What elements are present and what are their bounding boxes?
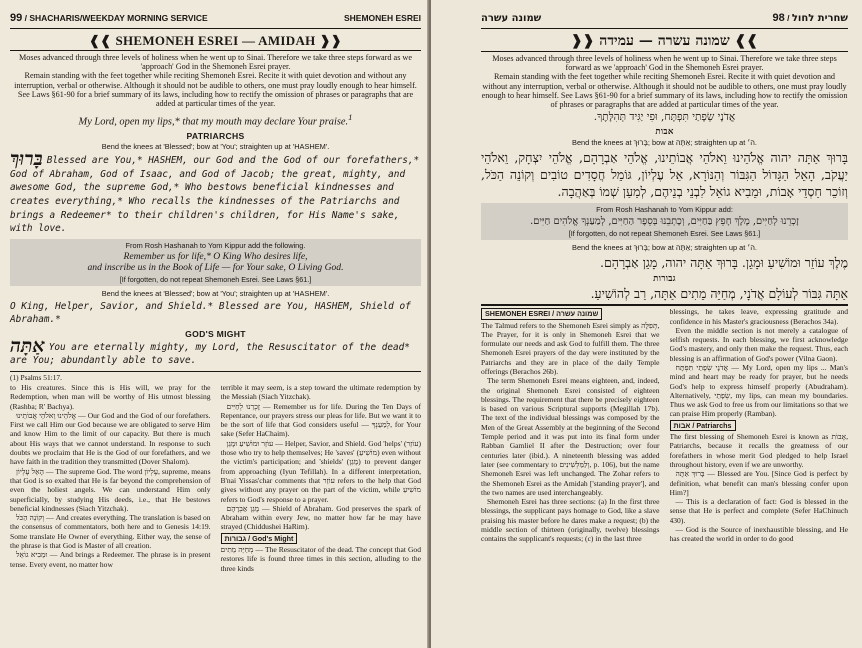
commentary-paragraph: Shemoneh Esrei has three sections: (a) In the first three blessings, the supplicant pays homage to God, like a slave praising his master before he dares make a request; (b) the middle section of thirteen (originally, twelve) blessings contains the supplicant's requests; (c) in the last three xyxy=(481,497,660,544)
left-col2-head: גבורות / God's Might xyxy=(221,533,298,544)
right-col2-head: אבות / Patriarchs xyxy=(670,420,736,431)
commentary-paragraph: — God is the Source of inexhaustible blessing, and He has created the world in order to do good xyxy=(669,525,848,544)
commentary-paragraph: וּמֵבִיא גוֹאֵל — And brings a Redeemer. The phrase is in present tense. Every event, no matter how xyxy=(10,550,211,569)
left-insert-box xyxy=(10,239,421,286)
ornament-left-icon: ❰❰ xyxy=(570,33,595,49)
left-might-word: אַתָּה xyxy=(10,334,45,357)
right-running-head: שמונה עשרה שחרית לחול / 98 xyxy=(481,12,848,29)
commentary-paragraph: וְקוֹנֵה הַכֹּל — And creates everything. The translation is based on the consensus of commentators, both here and to Genesis 14:19. Some translate He Owner of everything. Either way, the sense of the phrase is that God is Master of all creation. xyxy=(10,513,211,550)
right-running-section: שמונה עשרה xyxy=(481,13,542,24)
left-blessing-paragraph xyxy=(10,148,421,236)
commentary-paragraph: זָכְרֵנוּ לְחַיִּים — Remember us for life. During the Ten Days of Repentance, our prayers stress our pleas for life. But we want it to be the sort of life that God considers useful — לְמַעַנְךָ, for Your sake (Sefer HaChaim). xyxy=(220,401,421,439)
right-running-title: שחרית לחול xyxy=(791,13,848,24)
right-instructions: Remain standing with the feet together while reciting Shemoneh Esrei. Recite it with quiet devotion and without any interruption, verbal or otherwise. Although it should not be audible to others, one must pray loudly enough to hear himself. See Laws §61-90 for a brief summary of its laws, including how to rectify the omission of phrases or paragraphs that are added at particular times of the year. xyxy=(481,72,848,110)
left-running-title: SHACHARIS/WEEKDAY MORNING SERVICE xyxy=(29,13,208,23)
right-blessing-text: בָּרוּךְ אַתָּה יהוה אֱלֹהֵינוּ וֵאלֹהֵי אֲבוֹתֵינוּ, אֱלֹהֵי אַבְרָהָם, אֱלֹהֵי יִצְחָק, וֵאלֹהֵי יַעֲקֹב, הָאֵל הַגָּדוֹל הַגִּבּוֹר וְהַנּוֹרָא, אֵל עֶלְיוֹן, גּוֹמֵל חֲסָדִים טוֹבִים וְקוֹנֵה הַכֹּל, וְזוֹכֵר חַסְדֵי אָבוֹת, וּמֵבִיא גוֹאֵל לִבְנֵי בְנֵיהֶם, לְמַעַן שְׁמוֹ בְּאַהֲבָה. xyxy=(481,150,848,200)
commentary-paragraph: — This is a declaration of fact: God is blessed in the sense that He is perfect and complete (Sefer HaChinuch 430). xyxy=(669,497,848,525)
left-footnote: (1) Psalms 51:17. xyxy=(10,371,421,382)
left-box-head: From Rosh Hashanah to Yom Kippur add the following. xyxy=(125,240,306,250)
commentary-paragraph: terrible it may seem, is a step toward the ultimate redemption by the Messiah (Siach Yitzchak). xyxy=(220,382,421,402)
right-commentary-rule xyxy=(481,304,848,306)
right-title-rule xyxy=(481,51,848,52)
left-intro: Moses advanced through three levels of holiness when he went up to Sinai. Therefore we take three steps forward as we 'approach' God in the Shemoneh Esrei prayer. xyxy=(19,53,412,72)
left-section-title-text: SHEMONEH ESREI — AMIDAH xyxy=(115,33,316,48)
commentary-paragraph: מְחַיֵּה מֵתִים — The Resuscitator of the dead. The concept that God restores life is found three times in this section, alluding to the three kinds xyxy=(220,544,421,573)
left-instructions: Remain standing with the feet together while reciting Shemoneh Esrei. Recite it with quiet devotion and without any interruption, verbal or otherwise. Although it should not be audible to others, one must pray loudly enough to hear himself. See Laws §61-90 for a brief summary of its laws, including how to rectify the omission of phrases or paragraphs that are added at particular times of the year. xyxy=(14,71,417,109)
right-col1-head: SHEMONEH ESREI / שמונה עשרה xyxy=(481,308,602,319)
left-commentary-col-1 xyxy=(10,383,211,573)
left-title-rule xyxy=(10,50,421,51)
right-section-title xyxy=(481,33,848,50)
left-section-title xyxy=(10,33,421,49)
right-section-title-text: שמונה עשרה — עמידה xyxy=(599,33,730,49)
commentary-paragraph: The Talmud refers to the Shemoneh Esrei simply as תְּפִלָּה, The Prayer, for it is only in Shemoneh Esrei that we formulate our needs and ask God to fulfill them. The three Shemoneh Esrei prayers of the day were instituted by the Patriarchs and they are in place of the daily Temple offerings (Berachos 26b). xyxy=(481,320,660,376)
right-patriarchs-head: אבות xyxy=(655,127,674,138)
right-commentary xyxy=(481,307,848,543)
left-might-head: GOD'S MIGHT xyxy=(185,328,246,339)
commentary-paragraph: Even the middle section is not merely a catalogue of selfish requests. In each blessing, we first acknowledge God's mastery, and only then make the request. Thus, each blessing is an affirmation of God's power (Vilna Gaon). xyxy=(669,325,848,363)
left-page-number: 99 xyxy=(10,12,23,24)
commentary-paragraph: blessings, he takes leave, expressing gratitude and confidence in his Master's graciousness (Berachos 34a). xyxy=(669,307,848,326)
right-box-note: [If forgotten, do not repeat Shemoneh Esrei. See Laws §61.] xyxy=(568,229,761,239)
left-box-line-1: Remember us for life,* O King Who desires life, xyxy=(123,250,308,262)
commentary-paragraph: to His creatures. Since this is His will, we pray for the Redemption, when man will be worthy of His utmost blessing (Rashba; R' Bachya). xyxy=(10,382,211,411)
commentary-paragraph: בָּרוּךְ אַתָּה — Blessed are You. [Since God is perfect by definition, what benefit can man's blessing confer upon Him?] xyxy=(669,469,848,497)
left-page xyxy=(0,0,429,648)
right-opening-verse: אֲדֹנָי שְׂפָתַי תִּפְתָּח, וּפִי יַגִּיד תְּהִלָּתֶךָ. xyxy=(593,111,736,124)
commentary-paragraph: אֱלֹהֵינוּ וֵאלֹהֵי אֲבוֹתֵינוּ — Our God and the God of our forefathers. First we call Him our God because we are obligated to serve Him and know Him to the limit of our capacity. But there is much about His ways that we cannot understand. In response to such doubts we proclaim that He is the God of our forefathers, and we have faith in the tradition they transmitted (Dover Shalom). xyxy=(10,410,211,467)
right-might-line: אַתָּה גִּבּוֹר לְעוֹלָם אֲדֹנָי, מְחַיֵּה מֵתִים אַתָּה, רַב לְהוֹשִׁיעַ. xyxy=(590,286,848,302)
commentary-paragraph: הָאֵל עֶלְיוֹן — The supreme God. The word עֶלְיוֹן, supreme, means that God is so exalted that He is far beyond the comprehension of even the holiest angels. We can understand Him only superficially, by studying His deeds, i.e., that He bestows beneficial kindnesses (Siach Yitzchak). xyxy=(10,466,211,513)
right-gevuros-head: גבורות xyxy=(653,274,676,285)
left-blessing-word: בָּרוּךְ xyxy=(10,148,43,171)
left-commentary-col-2 xyxy=(221,383,422,573)
left-opening-note: 1 xyxy=(348,112,353,123)
right-insert-box xyxy=(481,203,848,240)
left-commentary xyxy=(10,383,421,573)
left-patriarchs-head: PATRIARCHS xyxy=(186,131,245,142)
right-page xyxy=(431,0,862,648)
ornament-left-icon: ❰❰ xyxy=(89,33,112,48)
right-page-number: 98 xyxy=(772,12,785,24)
right-commentary-col-1 xyxy=(481,307,660,543)
right-commentary-col-2 xyxy=(670,307,849,543)
right-bend-instruction-2: Bend the knees at בָּרוּךְ; bow at אַתָּה; straighten up at ה׳. xyxy=(572,243,757,253)
left-might-paragraph xyxy=(10,334,421,368)
left-bend-instruction-1: Bend the knees at 'Blessed'; bow at 'You'; straighten up at 'HASHEM'. xyxy=(101,142,330,152)
commentary-paragraph: The term Shemoneh Esrei means eighteen, and, indeed, the original Shemoneh Esrei consisted of eighteen blessings. The requirement that there be precisely eighteen is based on various Scriptural supports (Megillah 17b). The text of the individual blessings was composed by the Men of the Great Assembly at the beginning of the Second Temple period and it was put into its final form under Rabban Gamliel II after the Destruction; over four centuries later (ibid.). A nineteenth blessing was added later (see commentary to וְלַמַּלְשִׁינִים, p. 106), but the name Shemoneh Esrei was left unchanged. The Zohar refers to the Shemoneh Esrei as the Amidah ['standing prayer'], and the two names are used interchangeably. xyxy=(481,376,660,497)
commentary-paragraph: אֲדֹנָי שְׂפָתַי תִּפְתָּח — My Lord, open my lips ... Man's mind and heart may be ready for prayer, but he needs God's help to express himself properly (Abudraham). Alternatively, שְׂפָתַי, my lips, can mean my boundaries. Thus we ask God to free us from our limitations so that we can praise Him properly (Ramban). xyxy=(669,363,848,419)
right-intro: Moses advanced through three levels of holiness when he went up to Sinai. Therefore we take three steps forward as we 'approach' God in the Shemoneh Esrei prayer. xyxy=(492,54,837,73)
left-box-note: [If forgotten, do not repeat Shemoneh Esrei. See Laws §61.] xyxy=(119,274,312,284)
left-box-line-2: and inscribe us in the Book of Life — for Your sake, O Living God. xyxy=(87,262,344,274)
right-box-line: זָכְרֵנוּ לְחַיִּים, מֶלֶךְ חָפֵץ בַּחַיִּים, וְכָתְבֵנוּ בְּסֵפֶר הַחַיִּים, לְמַעַנְךָ אֱלֹהִים חַיִּים. xyxy=(530,216,799,228)
right-shield-line: מֶלֶךְ עוֹזֵר וּמוֹשִׁיעַ וּמָגֵן. בָּרוּךְ אַתָּה יהוה, מָגֵן אַבְרָהָם. xyxy=(600,255,848,271)
right-bend-instruction-1: Bend the knees at בָּרוּךְ; bow at אַתָּה; straighten up at ה׳. xyxy=(572,138,757,148)
left-might-text: You are eternally mighty, my Lord, the Resuscitator of the dead* are You; abundantly able to save. xyxy=(10,341,410,367)
left-shield-text: O King, Helper, Savior, and Shield.* Blessed are You, HASHEM, Shield of Abraham.* xyxy=(10,300,411,326)
left-running-head: 99 / SHACHARIS/WEEKDAY MORNING SERVICE SHEMONEH ESREI xyxy=(10,12,421,29)
ornament-right-icon: ❱❱ xyxy=(734,33,759,49)
commentary-paragraph: עוֹזֵר וּמוֹשִׁיעַ וּמָגֵן — Helper, Savior, and Shield. God 'helps' (עוֹזֵר) those who try to help themselves; He 'saves' (מוֹשִׁיעַ) even without the victim's participation; and 'shields' (מָגֵן) to prevent danger from approaching (Iyun Tefillah). In a different interpretation, B'nai Yissas'char comments that עוֹזֵר refers to the help that God gives without any prayer on the part of the victim, while מוֹשִׁיעַ refers to God's response to a prayer. xyxy=(220,438,421,504)
left-opening-verse xyxy=(10,111,421,129)
left-running-section: SHEMONEH ESREI xyxy=(344,13,421,23)
left-bend-instruction-2: Bend the knees at 'Blessed'; bow at 'You'; straighten up at 'HASHEM'. xyxy=(101,288,330,298)
commentary-paragraph: מָגֵן אַבְרָהָם — Shield of Abraham. God preserves the spark of Abraham within every Jew, no matter how far he may have strayed (Chiddushei HaRim). xyxy=(220,503,421,532)
ornament-right-icon: ❱❱ xyxy=(319,33,342,48)
right-box-head: From Rosh Hashanah to Yom Kippur add: xyxy=(596,205,733,215)
commentary-paragraph: The first blessing of Shemoneh Esrei is known as אָבוֹת, Patriarchs, because it recalls the greatness of our forefathers in whose merit God pledged to help Israel throughout history, even if we are unworthy. xyxy=(669,432,848,469)
left-blessing-text: Blessed are You,* HASHEM, our God and the God of our forefathers,* God of Abraham, God of Isaac, and God of Jacob; the great, mighty, and awesome God, the supreme God,* Who bestows beneficial kindnesses and creates everything,* Who recalls the kindnesses of the Patriarchs and brings a Redeemer* to their children's children, for His Name's sake, with love. xyxy=(10,155,420,235)
left-opening-verse-text: My Lord, open my lips,* that my mouth may declare Your praise. xyxy=(78,116,349,128)
